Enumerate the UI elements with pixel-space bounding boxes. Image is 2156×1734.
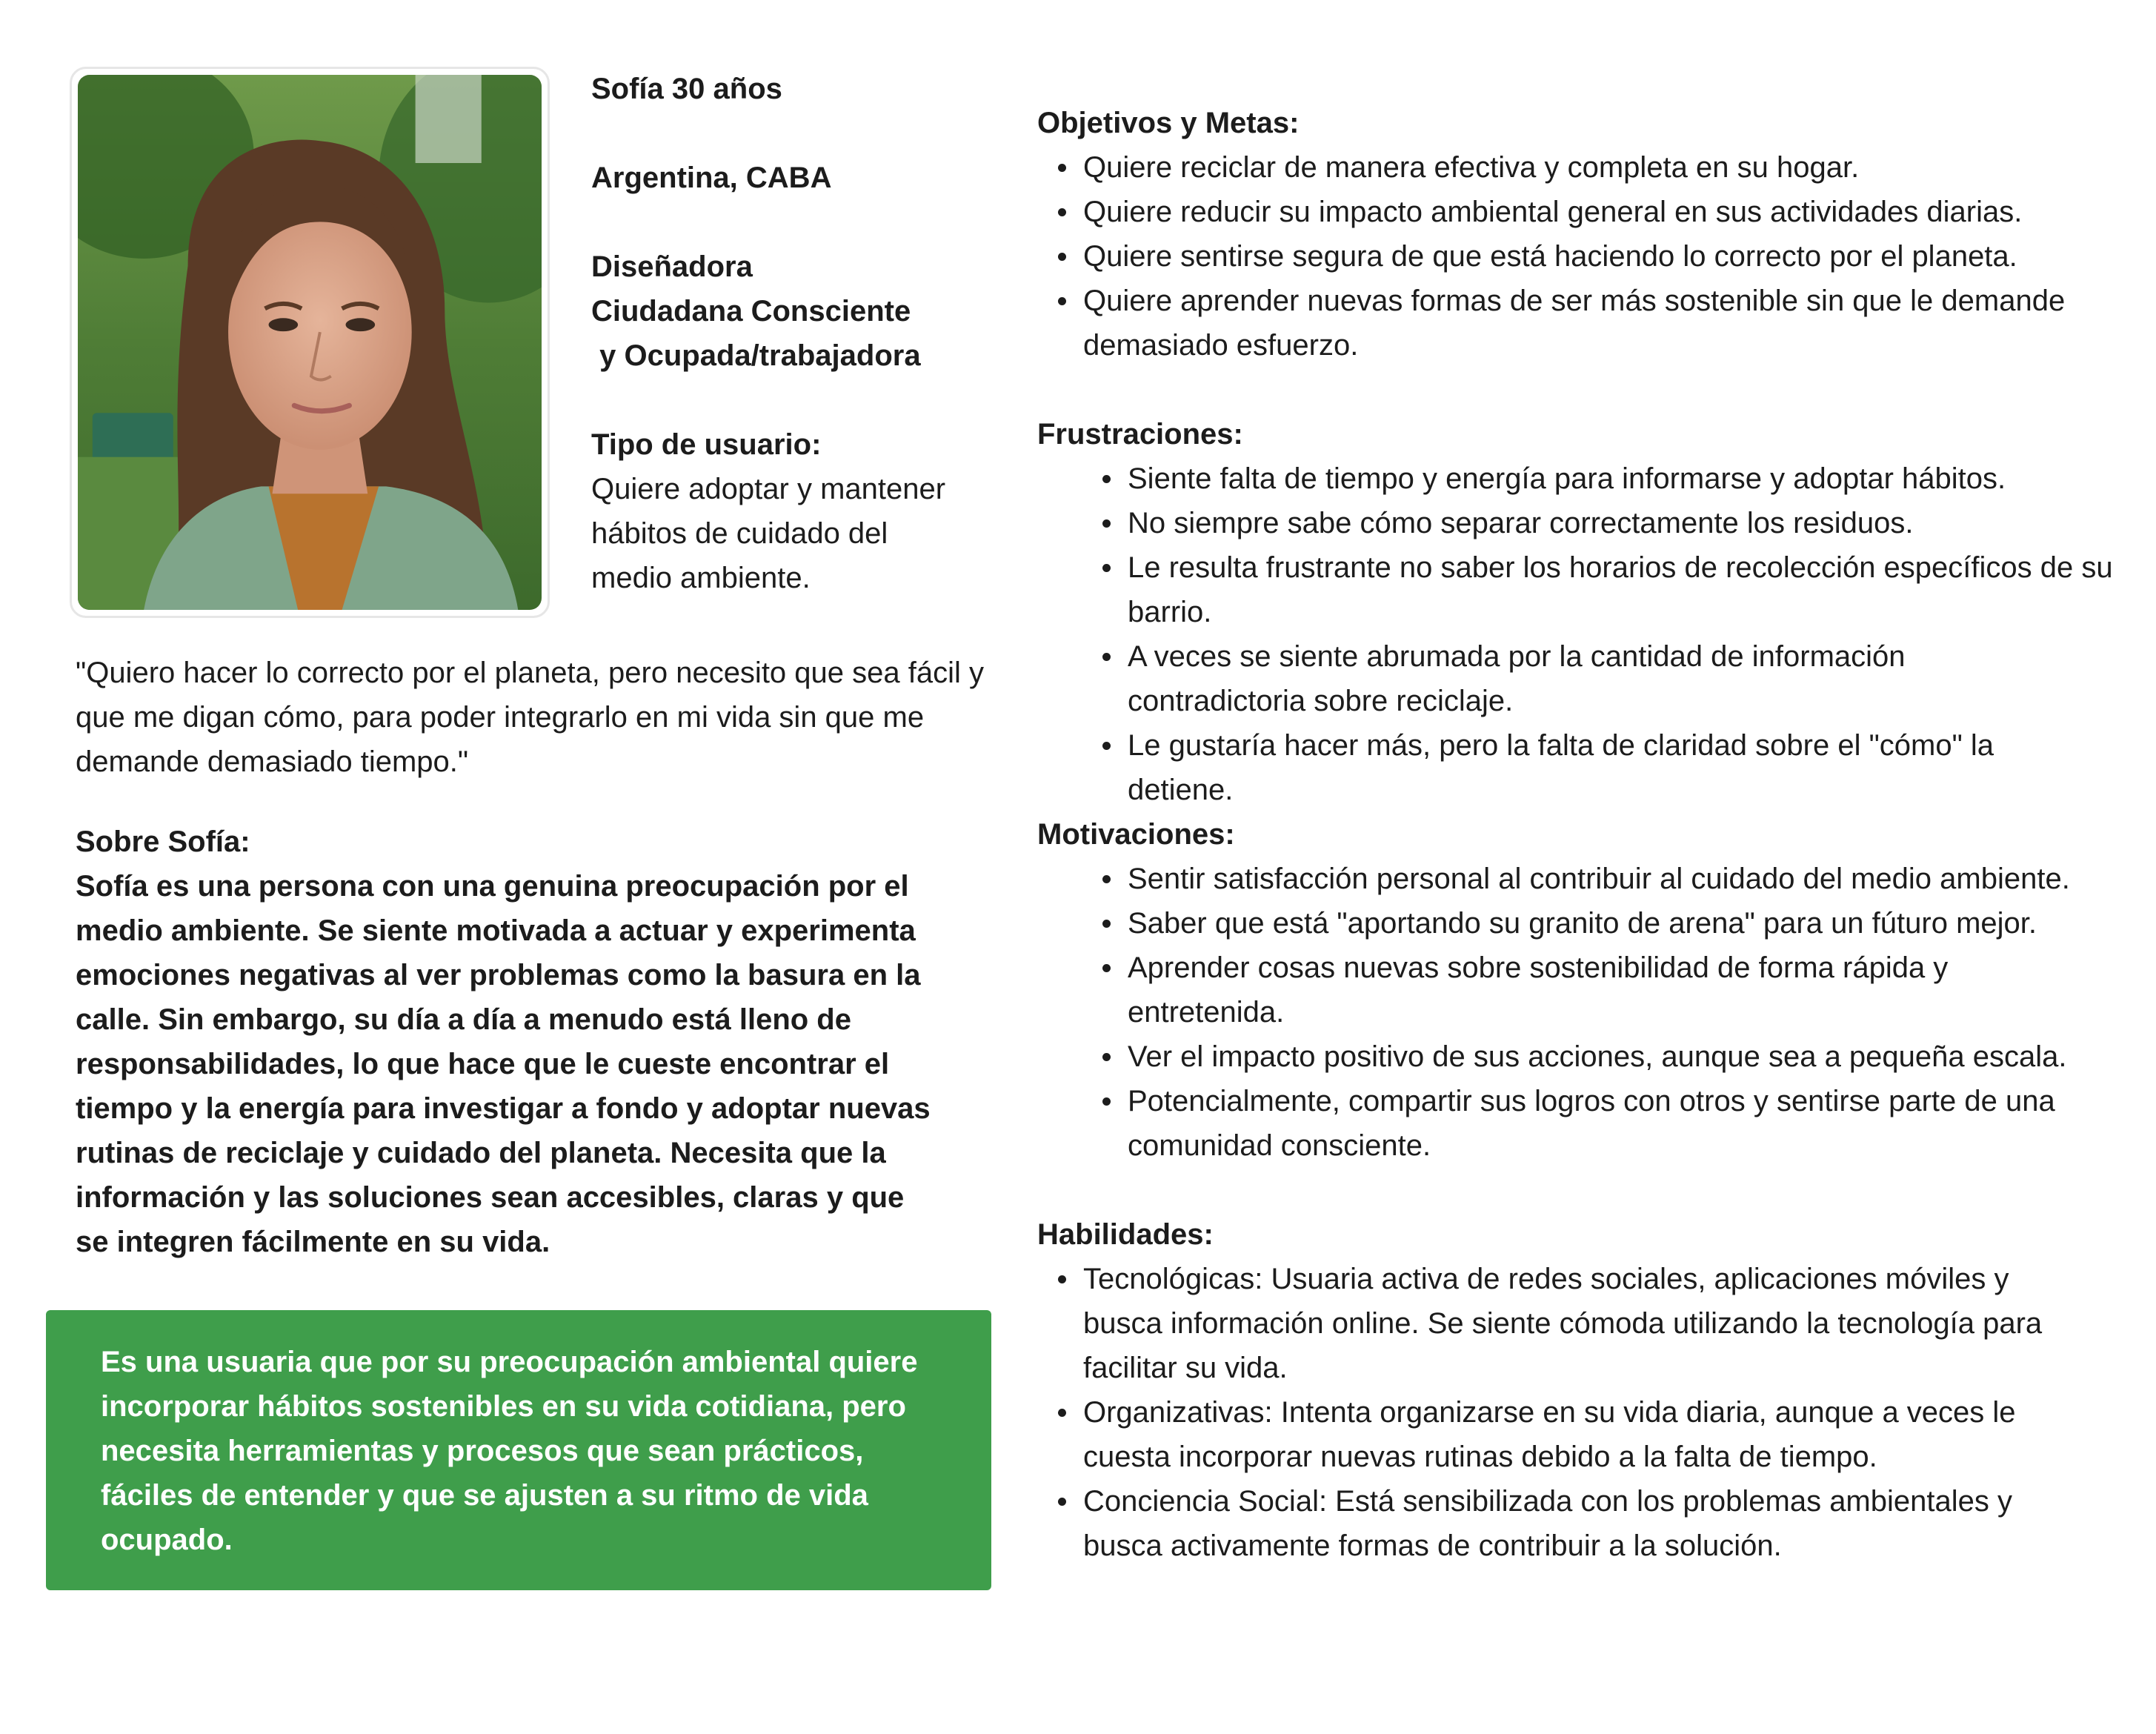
about-text: Sofía es una persona con una genuina preocupación por el medio ambiente. Se siente motivada a actuar y experimenta emociones negativas al ver problemas como la basura en la calle. Sin embargo, su día a día a menudo está lleno de responsabilidades, lo que hace que le cueste encontrar el tiempo y la energía para investigar a fondo y adoptar nuevas rutinas de reciclaje y cuidado del planeta. Necesita que la información y las soluciones sean accesibles, claras y que se integren fácilmente en su vida. (76, 870, 931, 1258)
persona-photo (78, 75, 542, 610)
persona-role-line: Diseñadora (591, 250, 753, 283)
frustrations-item: Le gustaría hacer más, pero la falta de claridad sobre el "cómo" la detiene. (1128, 723, 2141, 812)
persona-location: Argentina, CABA (591, 162, 832, 194)
frustrations-title: Frustraciones: (1037, 418, 1243, 451)
frustrations-list (1037, 456, 2141, 812)
user-type-title: Tipo de usuario: (591, 428, 822, 461)
goals-item: Quiere reducir su impacto ambiental general en sus actividades diarias. (1083, 190, 2141, 234)
skills-list (1037, 1257, 2141, 1568)
user-type-line: hábitos de cuidado del (591, 517, 888, 550)
motivations-item: Saber que está "aportando su granito de arena" para un fúturo mejor. (1128, 901, 2141, 946)
motivations-title: Motivaciones: (1037, 818, 1235, 851)
skills-item: Conciencia Social: Está sensibilizada con los problemas ambientales y busca activamente formas de contribuir a la solución. (1083, 1479, 2141, 1568)
persona-quote: "Quiero hacer lo correcto por el planeta, pero necesito que sea fácil y que me digan cómo, para poder integrarlo en mi vida sin que me demande demasiado tiempo." (76, 657, 984, 778)
motivations-item: Sentir satisfacción personal al contribuir al cuidado del medio ambiente. (1128, 857, 2141, 901)
skills-title: Habilidades: (1037, 1218, 1214, 1251)
motivations-item: Potencialmente, compartir sus logros con otros y sentirse parte de una comunidad consciente. (1128, 1079, 2141, 1168)
persona-name-age: Sofía 30 años (591, 73, 782, 105)
summary-box (46, 1310, 991, 1590)
skills-item: Organizativas: Intenta organizarse en su vida diaria, aunque a veces le cuesta incorporar nuevas rutinas debido a la falta de tiempo. (1083, 1390, 2141, 1479)
goals-item: Quiere sentirse segura de que está haciendo lo correcto por el planeta. (1083, 234, 2141, 279)
frustrations-item: A veces se siente abrumada por la cantidad de información contradictoria sobre reciclaje. (1128, 634, 2141, 723)
portrait-illustration (78, 75, 542, 610)
motivations-item: Aprender cosas nuevas sobre sostenibilidad de forma rápida y entretenida. (1128, 946, 2141, 1034)
goals-list (1037, 145, 2141, 368)
frustrations-section (1037, 412, 2141, 812)
motivations-section (1037, 812, 2141, 1168)
persona-role-line: Ciudadana Consciente (591, 295, 911, 328)
goals-section (1037, 101, 2141, 368)
skills-section (1037, 1212, 2141, 1568)
about-section (76, 820, 994, 1264)
about-title: Sobre Sofía: (76, 826, 250, 858)
skills-item: Tecnológicas: Usuaria activa de redes sociales, aplicaciones móviles y busca información online. Se siente cómoda utilizando la tecnología para facilitar su vida. (1083, 1257, 2141, 1390)
user-type-line: medio ambiente. (591, 562, 811, 594)
goals-title: Objetivos y Metas: (1037, 107, 1300, 139)
goals-item: Quiere aprender nuevas formas de ser más sostenible sin que le demande demasiado esfuerzo. (1083, 279, 2141, 368)
persona-info (591, 67, 1006, 600)
motivations-item: Ver el impacto positivo de sus acciones, aunque sea a pequeña escala. (1128, 1034, 2141, 1079)
frustrations-item: No siempre sabe cómo separar correctamente los residuos. (1128, 501, 2141, 545)
motivations-list (1037, 857, 2141, 1168)
frustrations-item: Le resulta frustrante no saber los horarios de recolección específicos de su barrio. (1128, 545, 2141, 634)
persona-photo-frame (70, 67, 550, 618)
summary-text: Es una usuaria que por su preocupación ambiental quiere incorporar hábitos sostenibles en su vida cotidiana, pero necesita herramientas y procesos que sean prácticos, fáciles de entender y que se ajusten a su ritmo de vida ocupado. (101, 1346, 918, 1556)
frustrations-item: Siente falta de tiempo y energía para informarse y adoptar hábitos. (1128, 456, 2141, 501)
persona-role-line: y Ocupada/trabajadora (591, 339, 921, 372)
goals-item: Quiere reciclar de manera efectiva y completa en su hogar. (1083, 145, 2141, 190)
user-type-line: Quiere adoptar y mantener (591, 473, 946, 505)
